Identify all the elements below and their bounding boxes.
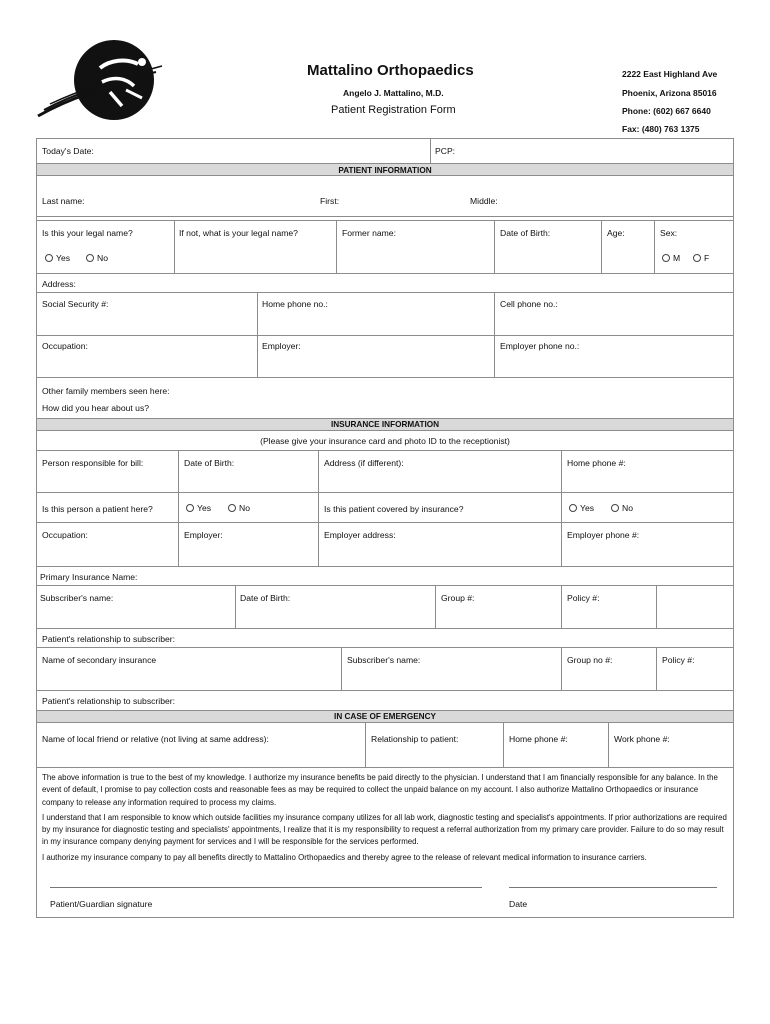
divider	[341, 648, 342, 690]
emergency-work-phone-field[interactable]: Work phone #:	[614, 734, 670, 744]
ssn-field[interactable]: Social Security #:	[42, 299, 109, 309]
responsible-home-phone-field[interactable]: Home phone #:	[567, 458, 626, 468]
divider	[37, 450, 733, 451]
local-friend-field[interactable]: Name of local friend or relative (not living at same address):	[42, 734, 269, 744]
patient-info-title: PATIENT INFORMATION	[338, 166, 432, 175]
occupation-field[interactable]: Occupation:	[42, 341, 88, 351]
responsible-person-field[interactable]: Person responsible for bill:	[42, 458, 144, 468]
address-line2: Phoenix, Arizona 85016	[622, 88, 717, 98]
employer-field[interactable]: Employer:	[262, 341, 301, 351]
divider	[37, 628, 733, 629]
last-name-field[interactable]: Last name:	[42, 196, 85, 206]
divider	[435, 586, 436, 628]
insurance-note: (Please give your insurance card and photo ID to the receptionist)	[260, 436, 510, 446]
sex-label: Sex:	[660, 228, 678, 238]
is-patient-no-radio[interactable]	[228, 503, 250, 513]
todays-date-label: Today's Date:	[42, 146, 94, 156]
secondary-policy-field[interactable]: Policy #:	[662, 655, 695, 665]
ins-employer-address-field[interactable]: Employer address:	[324, 530, 396, 540]
radio-icon	[228, 504, 236, 512]
referral-source-field[interactable]: How did you hear about us?	[42, 403, 150, 413]
divider	[601, 221, 602, 273]
home-phone-field[interactable]: Home phone no.:	[262, 299, 328, 309]
form-border-right	[733, 138, 734, 918]
divider	[37, 220, 733, 221]
practice-logo	[30, 38, 170, 128]
divider	[37, 335, 733, 336]
radio-icon	[86, 254, 94, 262]
signature-label: Patient/Guardian signature	[50, 899, 153, 909]
emergency-home-phone-field[interactable]: Home phone #:	[509, 734, 568, 744]
covered-question: Is this patient covered by insurance?	[324, 504, 464, 514]
legal-name-yes-radio[interactable]	[45, 253, 70, 263]
radio-icon	[611, 504, 619, 512]
divider	[37, 216, 733, 217]
if-not-legal-name-field[interactable]: If not, what is your legal name?	[179, 228, 298, 238]
radio-icon	[569, 504, 577, 512]
subscriber-dob-field[interactable]: Date of Birth:	[240, 593, 291, 603]
secondary-subscriber-field[interactable]: Subscriber's name:	[347, 655, 421, 665]
divider	[561, 586, 562, 628]
divider	[608, 723, 609, 767]
relationship-subscriber-field[interactable]: Patient's relationship to subscriber:	[42, 634, 176, 644]
secondary-insurance-field[interactable]: Name of secondary insurance	[42, 655, 157, 665]
covered-no-radio[interactable]	[611, 503, 633, 513]
practice-name: Mattalino Orthopaedics	[307, 62, 474, 79]
former-name-field[interactable]: Former name:	[342, 228, 396, 238]
pcp-label: PCP:	[435, 146, 456, 156]
middle-name-field[interactable]: Middle:	[470, 196, 498, 206]
divider	[37, 585, 733, 586]
date-label: Date	[509, 899, 528, 909]
form-border-left	[36, 138, 37, 918]
divider	[430, 139, 431, 163]
m-label: M	[673, 253, 681, 263]
divider	[656, 648, 657, 690]
ins-occupation-field[interactable]: Occupation:	[42, 530, 88, 540]
divider	[37, 647, 733, 648]
primary-insurance-field[interactable]: Primary Insurance Name:	[40, 572, 138, 582]
first-name-field[interactable]: First:	[320, 196, 340, 206]
divider	[654, 221, 655, 273]
address-field[interactable]: Address:	[42, 279, 76, 289]
sex-m-radio[interactable]	[662, 253, 680, 263]
divider	[235, 586, 236, 628]
form-title: Patient Registration Form	[331, 104, 456, 116]
divider	[561, 648, 562, 690]
divider	[503, 723, 504, 767]
divider	[37, 292, 733, 293]
address-line1: 2222 East Highland Ave	[622, 69, 718, 79]
is-patient-yes-radio[interactable]	[186, 503, 211, 513]
dob-field[interactable]: Date of Birth:	[500, 228, 551, 238]
radio-icon	[45, 254, 53, 262]
divider	[37, 377, 733, 378]
legal-name-question: Is this your legal name?	[42, 228, 133, 238]
divider	[37, 767, 733, 768]
secondary-group-field[interactable]: Group no #:	[567, 655, 613, 665]
sex-f-radio[interactable]	[693, 253, 709, 263]
ins-employer-phone-field[interactable]: Employer phone #:	[567, 530, 640, 540]
is-patient-question: Is this person a patient here?	[42, 504, 153, 514]
family-members-field[interactable]: Other family members seen here:	[42, 386, 170, 396]
radio-icon	[662, 254, 670, 262]
divider	[494, 221, 495, 273]
emergency-relationship-field[interactable]: Relationship to patient:	[371, 734, 459, 744]
relationship-subscriber-2-field[interactable]: Patient's relationship to subscriber:	[42, 696, 176, 706]
subscriber-name-field[interactable]: Subscriber's name:	[40, 593, 114, 603]
yes-label: Yes	[197, 503, 212, 513]
radio-icon	[186, 504, 194, 512]
divider	[656, 586, 657, 628]
phone-number: Phone: (602) 667 6640	[622, 106, 711, 116]
covered-yes-radio[interactable]	[569, 503, 594, 513]
divider	[37, 566, 733, 567]
no-label: No	[622, 503, 633, 513]
radio-icon	[693, 254, 701, 262]
cell-phone-field[interactable]: Cell phone no.:	[500, 299, 558, 309]
fax-number: Fax: (480) 763 1375	[622, 124, 700, 134]
doctor-name: Angelo J. Mattalino, M.D.	[343, 88, 444, 98]
yes-label: Yes	[56, 253, 71, 263]
legal-paragraph-2: I understand that I am responsible to know which outside facilities my insurance company utilizes for all lab work, diagnostic testing and specialist's appointments. If prior authorizations are required by my insurance for diagnostic testing and specialists' appointments, I realize that it is my responsibility to request a referral authorization from my primary care provider. Failure to do so may result in my insurance company denying payment for services and I will be responsible for the services performed.	[42, 812, 727, 847]
signature-line[interactable]	[50, 887, 482, 888]
divider	[37, 690, 733, 691]
divider	[37, 492, 733, 493]
date-line[interactable]	[509, 887, 717, 888]
ins-employer-field[interactable]: Employer:	[184, 530, 223, 540]
group-field[interactable]: Group #:	[441, 593, 475, 603]
policy-field[interactable]: Policy #:	[567, 593, 600, 603]
emergency-title: IN CASE OF EMERGENCY	[334, 712, 436, 721]
employer-phone-field[interactable]: Employer phone no.:	[500, 341, 580, 351]
form-border-bottom	[36, 917, 734, 918]
divider	[37, 522, 733, 523]
insurance-info-title: INSURANCE INFORMATION	[330, 420, 440, 429]
age-field[interactable]: Age:	[607, 228, 625, 238]
no-label: No	[97, 253, 108, 263]
divider	[336, 221, 337, 273]
legal-paragraph-3: I authorize my insurance company to pay all benefits directly to Mattalino Orthopaedics and thereby agree to the release of relevant medical information to insurance carriers.	[42, 852, 647, 862]
divider	[318, 451, 319, 566]
divider	[174, 221, 175, 273]
divider	[561, 451, 562, 566]
f-label: F	[704, 253, 710, 263]
divider	[365, 723, 366, 767]
responsible-dob-field[interactable]: Date of Birth:	[184, 458, 235, 468]
divider	[178, 451, 179, 566]
legal-name-no-radio[interactable]	[86, 253, 108, 263]
form-border-top	[36, 138, 734, 139]
legal-statement	[42, 772, 732, 867]
responsible-address-field[interactable]: Address (if different):	[324, 458, 404, 468]
no-label: No	[239, 503, 250, 513]
yes-label: Yes	[580, 503, 595, 513]
legal-paragraph-1: The above information is true to the best of my knowledge. I authorize my insurance benefits be paid directly to the physician. I understand that I am financially responsible for any balance. In the event of default, I promise to pay collection costs and reasonable fees as may be required to collect the unpaid balance on my account. I also authorize Mattalino Orthopaedics or insurance company to release any information required to process my claims.	[42, 773, 718, 807]
divider	[37, 273, 733, 274]
